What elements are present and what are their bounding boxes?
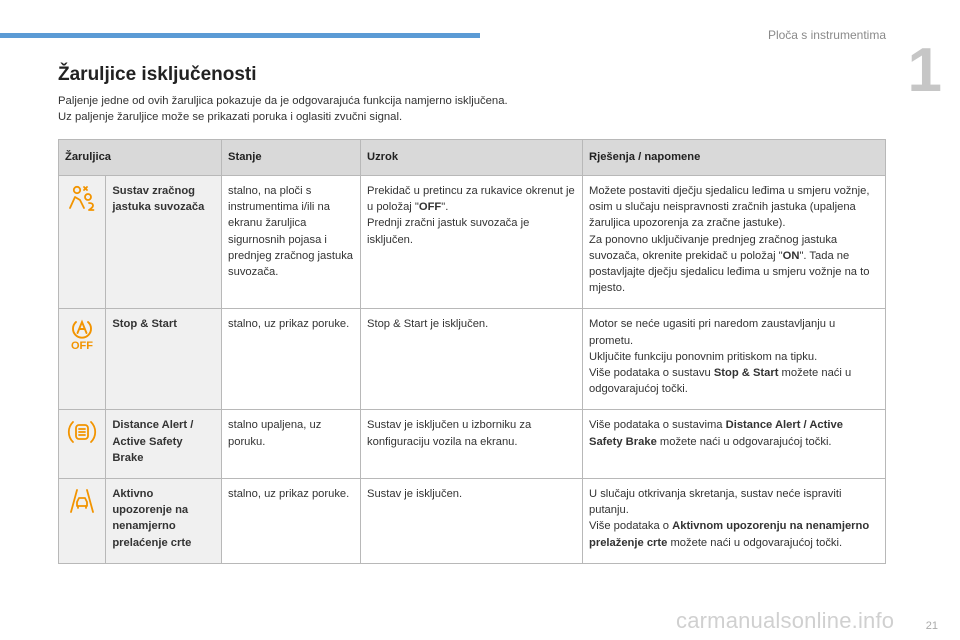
- lamp-cause: Sustav je isključen u izborniku za konfiguraciju vozila na ekranu.: [361, 410, 583, 479]
- header-accent-bar: [0, 33, 480, 38]
- solution-text: možete naći u odgovarajućoj točki.: [656, 435, 832, 448]
- stop-start-off-icon: [66, 316, 98, 355]
- solution-text: Za ponovno uključivanje prednjeg zračnog jastuka suvozača, okrenite prekidač u položaj ": [589, 233, 838, 262]
- lamp-cause: [361, 176, 583, 309]
- lamp-name: Stop & Start: [106, 309, 222, 410]
- column-header-state: Stanje: [222, 140, 361, 176]
- page-title: Žaruljice isključenosti: [58, 64, 257, 85]
- lamp-name: Sustav zračnog jastuka suvozača: [106, 176, 222, 309]
- solution-paragraph: [589, 365, 879, 397]
- column-header-solution: Rješenja / napomene: [583, 140, 886, 176]
- cause-paragraph: [367, 183, 576, 215]
- intro-text: [58, 93, 508, 125]
- lamp-state: stalno, na ploči s instrumentima i/ili na ekranu žaruljica sigurnosnih pojasa i prednjeg zračnog jastuka suvozača.: [222, 176, 361, 309]
- solution-paragraph: [589, 417, 879, 449]
- table-row: [59, 176, 886, 309]
- lamp-solution: [583, 176, 886, 309]
- watermark: carmanualsonline.info: [676, 608, 895, 633]
- svg-text:OFF: OFF: [71, 340, 94, 351]
- solution-paragraph: [589, 232, 879, 297]
- lamp-cause: Sustav je isključen.: [361, 479, 583, 564]
- lamp-cause: Stop & Start je isključen.: [361, 309, 583, 410]
- warning-lamps-table: [58, 139, 886, 564]
- solution-text: možete naći u odgovarajućoj točki.: [667, 536, 843, 549]
- intro-line: Paljenje jedne od ovih žaruljica pokazuje da je odgovarajuća funkcija namjerno isključena.: [58, 95, 508, 107]
- lamp-icon-cell: [59, 309, 106, 410]
- cause-text: ".: [441, 201, 449, 214]
- lamp-solution: [583, 479, 886, 564]
- cause-text: Prekidač u pretincu za rukavice okrenut je u položaj ": [367, 185, 575, 214]
- solution-paragraph: Motor se neće ugasiti pri naredom zaustavljanju u prometu.: [589, 318, 836, 347]
- lamp-state: stalno, uz prikaz poruke.: [222, 479, 361, 564]
- cause-paragraph: Prednji zračni jastuk suvozača je isključen.: [367, 217, 530, 246]
- lamp-state: stalno, uz prikaz poruke.: [222, 309, 361, 410]
- column-header-lamp: Žaruljica: [59, 140, 222, 176]
- solution-text: Više podataka o sustavima: [589, 419, 726, 432]
- lane-departure-off-icon: [66, 486, 98, 521]
- solution-paragraph: [589, 518, 879, 550]
- solution-emphasis: Stop & Start: [713, 367, 779, 380]
- lamp-icon-cell: [59, 176, 106, 309]
- solution-text: možete naći u odgovarajućoj točki.: [589, 367, 852, 396]
- solution-paragraph: Možete postaviti dječju sjedalicu leđima u smjeru vožnje, osim u slučaju neispravnosti zračnih jastuka (upaljena žaruljica upozorenja za zračne jastuke).: [589, 185, 870, 230]
- solution-emphasis: ON: [782, 249, 800, 262]
- solution-paragraph: Uključite funkciju ponovnim pritiskom na tipku.: [589, 350, 818, 363]
- passenger-airbag-off-icon: [66, 183, 98, 218]
- table-row: [59, 410, 886, 479]
- distance-alert-off-icon: [66, 417, 98, 452]
- column-header-cause: Uzrok: [361, 140, 583, 176]
- table-row: [59, 479, 886, 564]
- solution-text: Više podataka o: [589, 520, 673, 533]
- solution-text: Više podataka o sustavu: [589, 367, 714, 380]
- table-header-row: [59, 140, 886, 176]
- lamp-solution: [583, 410, 886, 479]
- lamp-name: Aktivno upozorenje na nenamjerno prelaćenje crte: [106, 479, 222, 564]
- lamp-state: stalno upaljena, uz poruku.: [222, 410, 361, 479]
- lamp-solution: [583, 309, 886, 410]
- lamp-icon-cell: [59, 479, 106, 564]
- table-row: [59, 309, 886, 410]
- lamp-icon-cell: [59, 410, 106, 479]
- intro-line: Uz paljenje žaruljice može se prikazati poruka i oglasiti zvučni signal.: [58, 111, 403, 123]
- lamp-name: Distance Alert / Active Safety Brake: [106, 410, 222, 479]
- solution-emphasis: Aktivnom upozorenju na nenamjerno prelaženje crte: [589, 520, 870, 549]
- section-title: Ploča s instrumentima: [767, 28, 886, 42]
- cause-emphasis: OFF: [418, 201, 442, 214]
- chapter-number: 1: [907, 36, 942, 105]
- solution-emphasis: Distance Alert / Active Safety Brake: [589, 419, 843, 448]
- solution-paragraph: U slučaju otkrivanja skretanja, sustav neće ispraviti putanju.: [589, 488, 842, 517]
- solution-text: ". Tada ne postavljajte dječju sjedalicu leđima u smjeru vožnje na to mjesto.: [589, 249, 870, 295]
- page-number: 21: [925, 620, 938, 632]
